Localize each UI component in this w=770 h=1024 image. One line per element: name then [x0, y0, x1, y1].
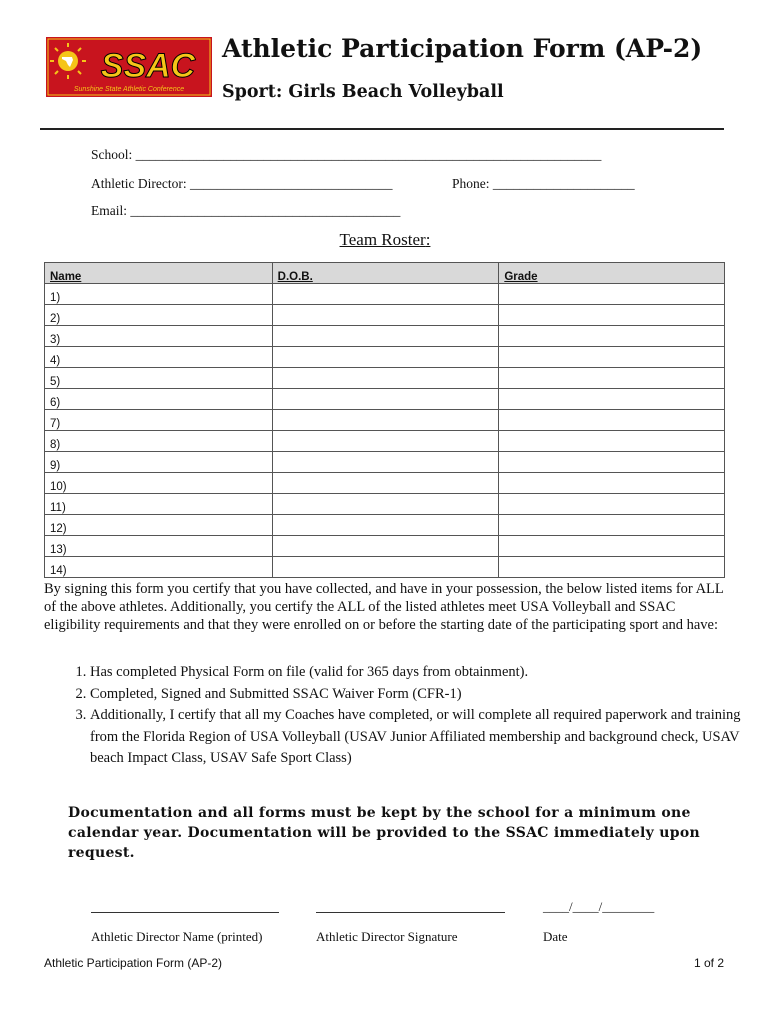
roster-dob-cell[interactable]	[272, 536, 499, 557]
table-row	[45, 347, 725, 368]
roster-name-cell[interactable]: 8)	[45, 431, 273, 452]
roster-grade-cell[interactable]	[499, 368, 725, 389]
table-row	[45, 494, 725, 515]
list-item: 2. Completed, Signed and Submitted SSAC Waiver Form (CFR-1)	[90, 684, 750, 706]
list-item: 3. Additionally, I certify that all my Coaches have completed, or will complete all required paperwork and training from the Florida Region of USA Volleyball (USAV Junior Affiliated membership and background check, USAV beach Impact Class, USAV Safe Sport Class)	[90, 705, 750, 770]
page-number: 1 of 2	[693, 956, 724, 970]
roster-grade-cell[interactable]	[499, 494, 725, 515]
table-row	[45, 410, 725, 431]
table-row	[45, 515, 725, 536]
header-divider	[40, 128, 724, 130]
roster-name-cell[interactable]: 13)	[45, 536, 273, 557]
school-field[interactable]: School: _____________________________________________________________________	[91, 147, 602, 162]
table-row	[45, 326, 725, 347]
roster-grade-cell[interactable]	[499, 347, 725, 368]
roster-name-cell[interactable]: 5)	[45, 368, 273, 389]
roster-title: Team Roster:	[339, 230, 431, 249]
roster-name-cell[interactable]: 4)	[45, 347, 273, 368]
table-row	[45, 284, 725, 305]
roster-dob-cell[interactable]	[272, 368, 499, 389]
roster-name-cell[interactable]: 2)	[45, 305, 273, 326]
footer-form-name: Athletic Participation Form (AP-2)	[44, 956, 223, 970]
roster-dob-cell[interactable]	[272, 515, 499, 536]
roster-name-cell[interactable]: 3)	[45, 326, 273, 347]
roster-dob-cell[interactable]	[272, 389, 499, 410]
signature-line[interactable]	[316, 912, 505, 913]
roster-dob-cell[interactable]	[272, 326, 499, 347]
roster-grade-cell[interactable]	[499, 557, 725, 578]
column-header-dob: D.O.B.	[272, 263, 499, 284]
column-header-name: Name	[45, 263, 273, 284]
email-field[interactable]: Email: ________________________________________	[91, 203, 401, 218]
table-row	[45, 305, 725, 326]
table-row	[45, 452, 725, 473]
roster-grade-cell[interactable]	[499, 431, 725, 452]
roster-name-cell[interactable]: 11)	[45, 494, 273, 515]
roster-grade-cell[interactable]	[499, 410, 725, 431]
roster-dob-cell[interactable]	[272, 284, 499, 305]
roster-name-cell[interactable]: 14)	[45, 557, 273, 578]
roster-table	[44, 262, 725, 578]
date-field[interactable]: ____/____/________	[543, 899, 655, 914]
logo-wordmark: SSAC	[100, 47, 196, 85]
date-label: Date	[543, 929, 568, 944]
table-row	[45, 473, 725, 494]
ssac-logo	[46, 37, 212, 97]
documentation-notice: Documentation and all forms must be kept by the school for a minimum one calendar year. Documentation will be provided to the SSAC immediately upon request.	[68, 805, 700, 861]
roster-name-cell[interactable]: 12)	[45, 515, 273, 536]
signature-label: Athletic Director Signature	[316, 929, 458, 944]
roster-dob-cell[interactable]	[272, 347, 499, 368]
roster-dob-cell[interactable]	[272, 557, 499, 578]
printed-name-line[interactable]	[91, 912, 279, 913]
roster-name-cell[interactable]: 6)	[45, 389, 273, 410]
table-row	[45, 536, 725, 557]
logo-tagline: Sunshine State Athletic Conference	[73, 86, 185, 93]
roster-grade-cell[interactable]	[499, 305, 725, 326]
roster-dob-cell[interactable]	[272, 452, 499, 473]
roster-name-cell[interactable]: 1)	[45, 284, 273, 305]
sport-name: Sport: Girls Beach Volleyball	[222, 82, 504, 102]
roster-header-row	[45, 263, 725, 284]
roster-dob-cell[interactable]	[272, 431, 499, 452]
roster-dob-cell[interactable]	[272, 410, 499, 431]
list-item: 1. Has completed Physical Form on file (valid for 365 days from obtainment).	[90, 662, 750, 684]
roster-grade-cell[interactable]	[499, 452, 725, 473]
table-row	[45, 557, 725, 578]
phone-field[interactable]: Phone: _____________________	[452, 176, 635, 191]
roster-grade-cell[interactable]	[499, 515, 725, 536]
requirements-list	[44, 662, 750, 770]
certification-paragraph: By signing this form you certify that you have collected, and have in your possession, the below listed items for ALL of the above athletes. Additionally, you certify the ALL of the listed athletes meet USA Volleyball and SSAC eligibility requirements and that they were enrolled on or before the starting date of the participating sport and have:	[44, 581, 724, 633]
roster-dob-cell[interactable]	[272, 494, 499, 515]
roster-dob-cell[interactable]	[272, 305, 499, 326]
form-title: Athletic Participation Form (AP-2)	[222, 34, 703, 63]
roster-grade-cell[interactable]	[499, 536, 725, 557]
column-header-grade: Grade	[499, 263, 725, 284]
roster-dob-cell[interactable]	[272, 473, 499, 494]
printed-name-label: Athletic Director Name (printed)	[91, 929, 263, 944]
table-row	[45, 389, 725, 410]
roster-grade-cell[interactable]	[499, 473, 725, 494]
roster-name-cell[interactable]: 7)	[45, 410, 273, 431]
table-row	[45, 431, 725, 452]
roster-grade-cell[interactable]	[499, 389, 725, 410]
roster-grade-cell[interactable]	[499, 326, 725, 347]
table-row	[45, 368, 725, 389]
athletic-director-field[interactable]: Athletic Director: ______________________________	[91, 176, 393, 191]
roster-name-cell[interactable]: 9)	[45, 452, 273, 473]
roster-grade-cell[interactable]	[499, 284, 725, 305]
roster-name-cell[interactable]: 10)	[45, 473, 273, 494]
